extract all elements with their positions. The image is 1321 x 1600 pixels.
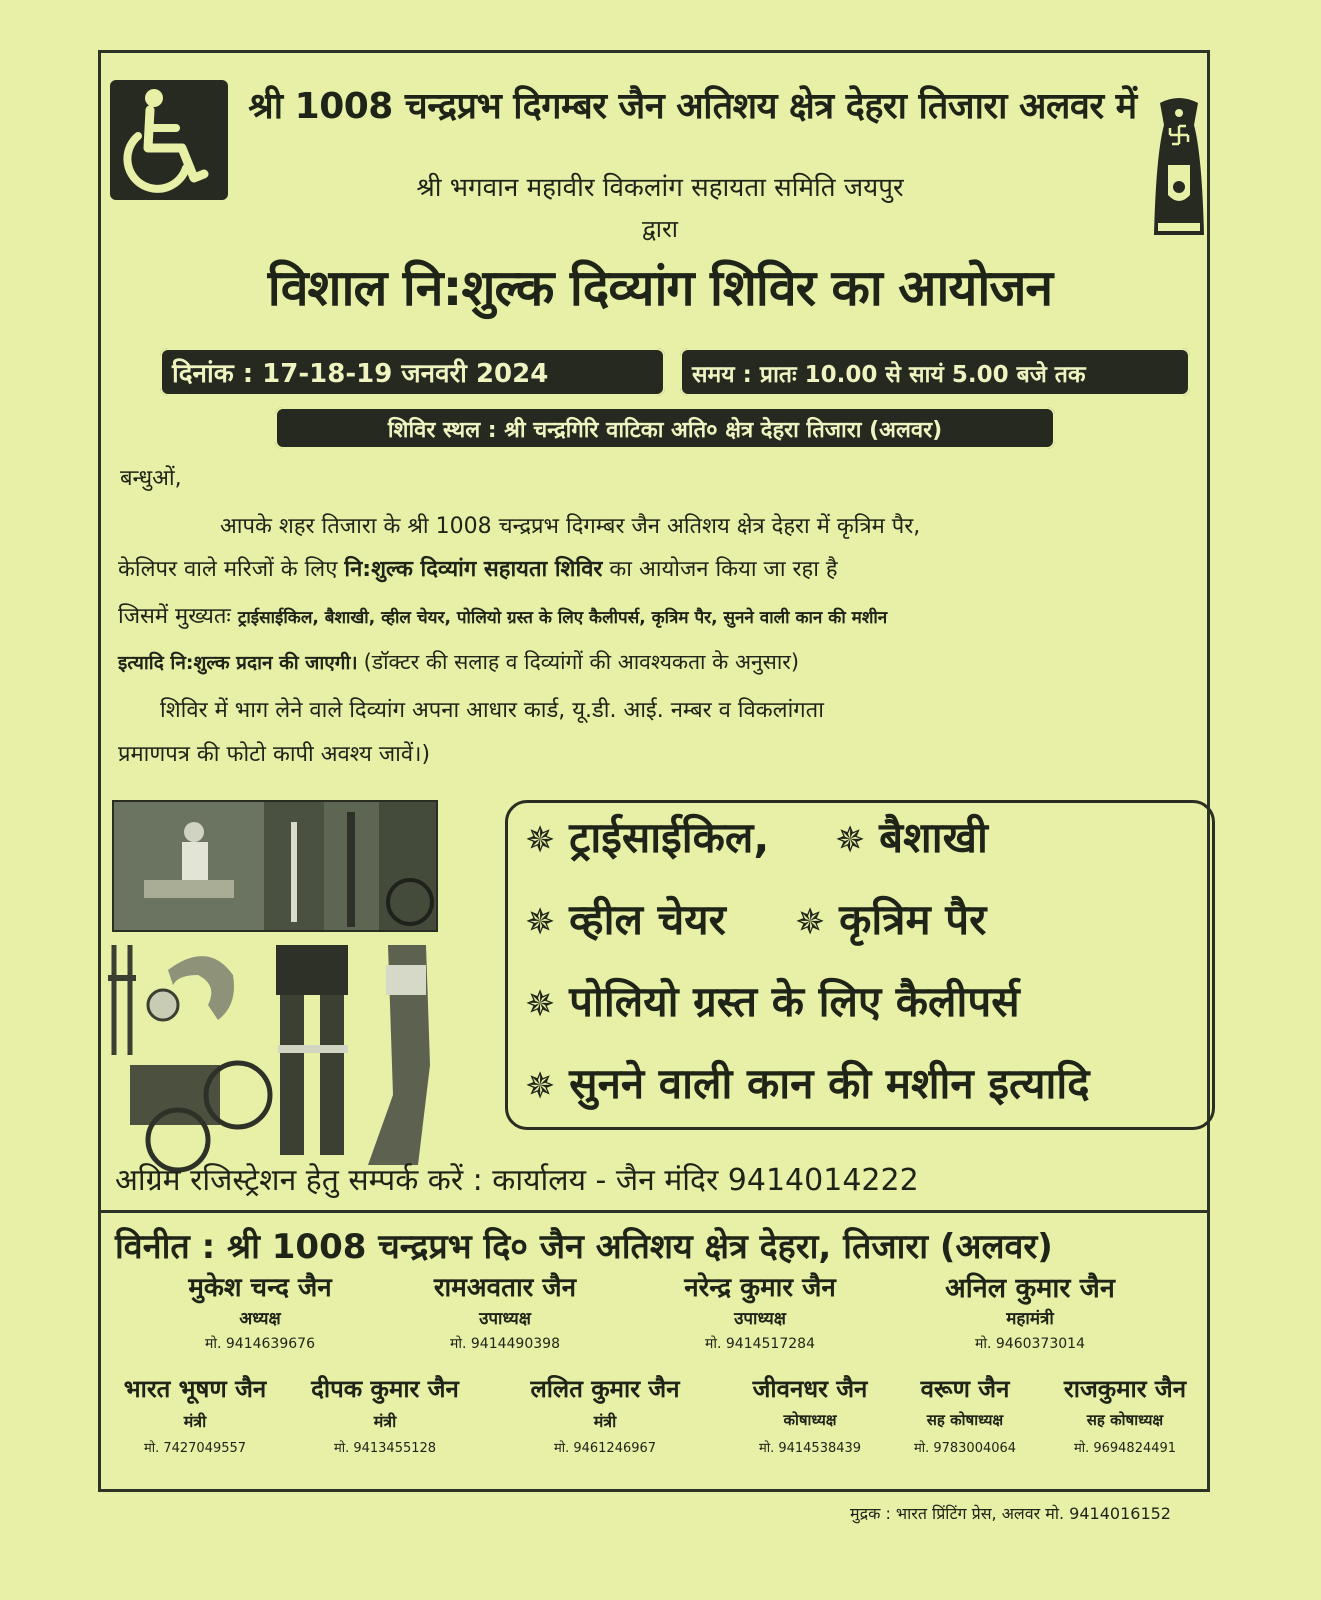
member-name: नरेन्द्र कुमार जैन xyxy=(684,1273,836,1303)
paragraph-line xyxy=(118,553,838,583)
paragraph-line xyxy=(118,648,799,676)
salutation: बन्धुओं, xyxy=(120,466,182,491)
asterisk-icon: ✵ xyxy=(525,984,556,1025)
member-role: उपाध्यक्ष xyxy=(734,1309,786,1329)
member-role: कोषाध्यक्ष xyxy=(783,1411,837,1429)
date-badge: दिनांक : 17-18-19 जनवरी 2024 xyxy=(160,348,665,396)
feature-item xyxy=(525,972,1020,1029)
venue-badge: शिविर स्थल : श्री चन्द्रगिरि वाटिका अति० क्षेत्र देहरा तिजारा (अलवर) xyxy=(275,407,1055,449)
feature-item xyxy=(795,890,986,947)
feature-label: सुनने वाली कान की मशीन इत्यादि xyxy=(569,1059,1090,1108)
member-name: वरूण जैन xyxy=(920,1375,1010,1403)
member-name: राजकुमार जैन xyxy=(1063,1375,1187,1403)
member-role: सह कोषाध्यक्ष xyxy=(926,1411,1004,1429)
by-label: द्वारा xyxy=(641,215,679,243)
equipment-illustration xyxy=(108,945,443,1175)
camp-photo xyxy=(112,800,438,932)
asterisk-icon: ✵ xyxy=(795,902,826,943)
member-role: मंत्री xyxy=(183,1412,207,1431)
member-phone: मो. 9694824491 xyxy=(1073,1441,1177,1456)
member-role: सह कोषाध्यक्ष xyxy=(1086,1411,1164,1429)
text-span: इत्यादि नि:शुल्क प्रदान की जाएगी। xyxy=(118,652,358,674)
member-name: दीपक कुमार जैन xyxy=(311,1375,459,1403)
member-role: मंत्री xyxy=(373,1412,397,1431)
time-badge: समय : प्रातः 10.00 से सायं 5.00 बजे तक xyxy=(680,348,1190,396)
member-role: महामंत्री xyxy=(1006,1309,1054,1329)
member-name: ललित कुमार जैन xyxy=(530,1375,680,1403)
section-divider xyxy=(98,1210,1210,1213)
member-phone: मो. 9460373014 xyxy=(975,1336,1085,1352)
feature-item xyxy=(835,808,988,865)
member-phone: मो. 7427049557 xyxy=(143,1441,247,1456)
member-phone: मो. 9461246967 xyxy=(553,1441,657,1456)
asterisk-icon: ✵ xyxy=(525,820,556,861)
feature-label: व्हील चेयर xyxy=(569,895,726,944)
member-phone: मो. 9783004064 xyxy=(913,1441,1017,1456)
feature-label: कृत्रिम पैर xyxy=(839,895,987,944)
feature-label: ट्राईसाईकिल, xyxy=(569,813,770,862)
organizer-heading: श्री 1008 चन्द्रप्रभ दिगम्बर जैन अतिशय क्षेत्र देहरा तिजारा अलवर में xyxy=(248,86,1137,127)
member-phone: मो. 9414538439 xyxy=(758,1441,862,1456)
feature-label: बैशाखी xyxy=(879,813,988,862)
feature-item xyxy=(525,890,726,947)
highlight-text: नि:शुल्क दिव्यांग सहायता शिविर xyxy=(344,557,603,582)
poster-title: विशाल नि:शुल्क दिव्यांग शिविर का आयोजन xyxy=(267,259,1053,317)
asterisk-icon: ✵ xyxy=(525,1066,556,1107)
member-role: मंत्री xyxy=(593,1412,617,1431)
feature-item xyxy=(525,808,769,865)
text-span: का आयोजन किया जा रहा है xyxy=(602,557,838,582)
vinit-heading: विनीत : श्री 1008 चन्द्रप्रभ दि० जैन अतिशय क्षेत्र देहरा, तिजारा (अलवर) xyxy=(115,1227,1053,1267)
member-phone: मो. 9414517284 xyxy=(705,1336,815,1352)
asterisk-icon: ✵ xyxy=(525,902,556,943)
member-name: भारत भूषण जैन xyxy=(123,1375,267,1403)
member-phone: मो. 9414490398 xyxy=(450,1336,560,1352)
feature-label: पोलियो ग्रस्त के लिए कैलीपर्स xyxy=(569,977,1020,1026)
member-name: रामअवतार जैन xyxy=(433,1273,577,1303)
member-name: मुकेश चन्द जैन xyxy=(188,1273,332,1303)
member-name: जीवनधर जैन xyxy=(752,1375,868,1403)
member-role: उपाध्यक्ष xyxy=(479,1309,531,1329)
printer-credit: मुद्रक : भारत प्रिंटिंग प्रेस, अलवर मो. 9414016152 xyxy=(850,1504,1171,1523)
paragraph-line: प्रमाणपत्र की फोटो कापी अवश्य जावें।) xyxy=(118,742,431,767)
member-phone: मो. 9414639676 xyxy=(205,1336,315,1352)
registration-contact: अग्रिम रजिस्ट्रेशन हेतु सम्पर्क करें : कार्यालय - जैन मंदिर 9414014222 xyxy=(115,1163,919,1198)
text-span: जिसमें मुख्यतः xyxy=(118,604,238,629)
text-span: (डॉक्टर की सलाह व दिव्यांगों की आवश्यकता के अनुसार) xyxy=(363,650,800,674)
paragraph-line: शिविर में भाग लेने वाले दिव्यांग अपना आधार कार्ड, यू.डी. आई. नम्बर व विकलांगता xyxy=(160,698,824,723)
wheelchair-icon xyxy=(110,80,228,200)
member-name: अनिल कुमार जैन xyxy=(945,1273,1115,1304)
committee-name: श्री भगवान महावीर विकलांग सहायता समिति जयपुर xyxy=(416,173,904,203)
text-span: केलिपर वाले मरिजों के लिए xyxy=(118,557,345,582)
paragraph-line xyxy=(118,600,887,630)
items-list-text: ट्राईसाईकिल, बैशाखी, व्हील चेयर, पोलियो ग्रस्त के लिए कैलीपर्स, कृत्रिम पैर, सुनने वाली कान की मशीन xyxy=(237,608,888,628)
member-role: अध्यक्ष xyxy=(239,1309,281,1329)
jain-emblem-icon xyxy=(1150,95,1208,245)
member-phone: मो. 9413455128 xyxy=(333,1441,437,1456)
feature-item xyxy=(525,1054,1090,1111)
paragraph-line: आपके शहर तिजारा के श्री 1008 चन्द्रप्रभ दिगम्बर जैन अतिशय क्षेत्र देहरा में कृत्रिम पैर, xyxy=(220,514,921,539)
asterisk-icon: ✵ xyxy=(835,820,866,861)
